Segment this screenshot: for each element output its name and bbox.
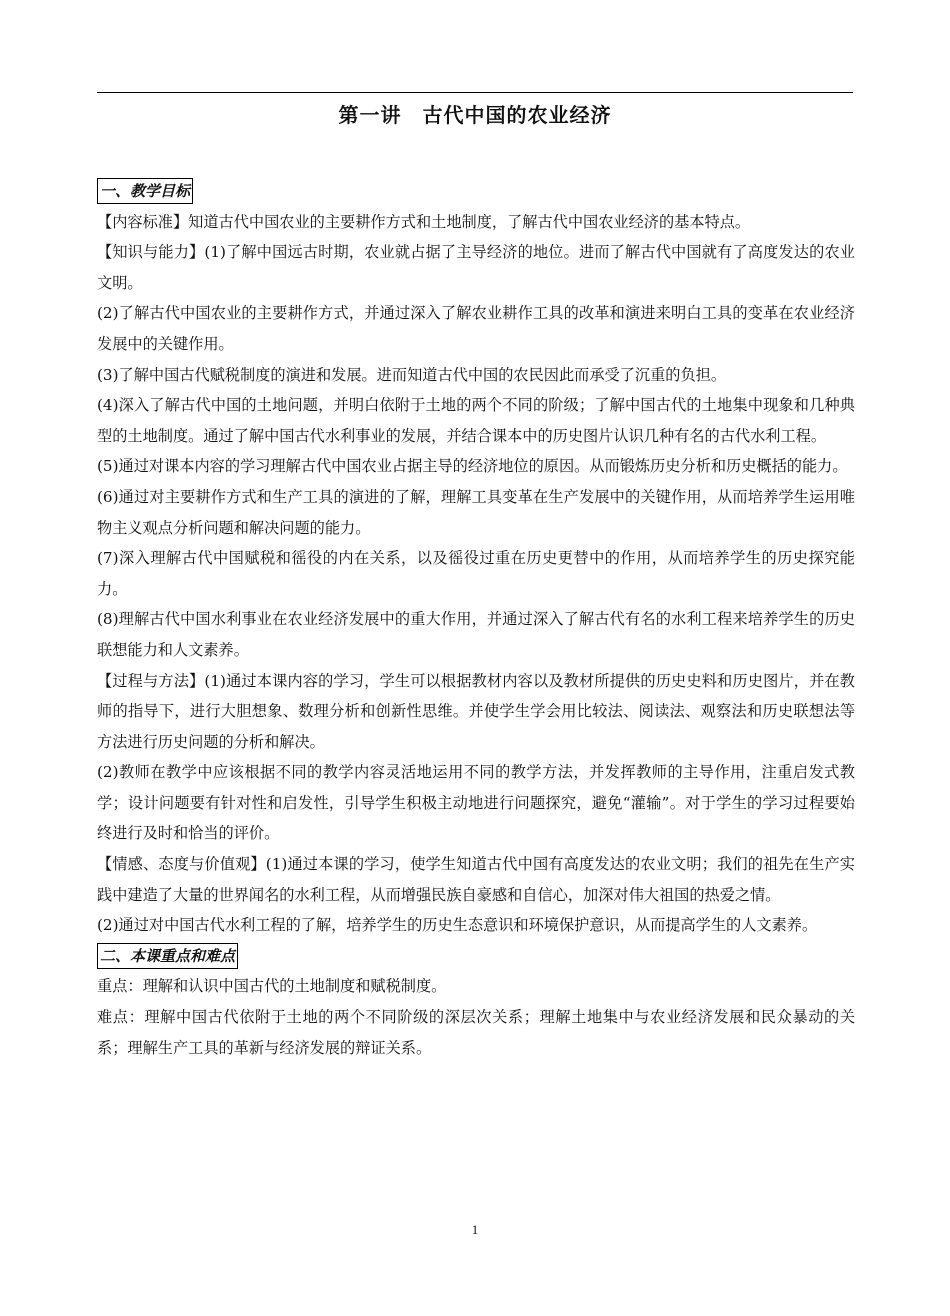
section-keypoints [97, 971, 855, 1063]
paragraph: 难点：理解中国古代依附于土地的两个不同阶级的深层次关系；理解土地集中与农业经济发展和民众暴动的关系；理解生产工具的革新与经济发展的辩证关系。 [97, 1008, 855, 1057]
paragraph: (6)通过对主要耕作方式和生产工具的演进的了解，理解工具变革在生产发展中的关键作用，从而培养学生运用唯物主义观点分析问题和解决问题的能力。 [97, 487, 855, 537]
paragraph: (2)通过对中国古代水利工程的了解，培养学生的历史生态意识和环境保护意识，从而提高学生的人文素养。 [97, 916, 818, 935]
paragraph: 重点：理解和认识中国古代的土地制度和赋税制度。 [97, 977, 447, 996]
paragraph: (2)了解古代中国农业的主要耕作方式，并通过深入了解农业耕作工具的改革和演进来明白工具的变革在农业经济发展中的关键作用。 [97, 304, 855, 353]
paragraph: (2)教师在教学中应该根据不同的教学内容灵活地运用不同的教学方法，并发挥教师的主导作用，注重启发式教学；设计问题要有针对性和启发性，引导学生积极主动地进行问题探究，避免“灌输”。对于学生的学习过程要始终进行及时和恰当的评价。 [97, 763, 855, 843]
section-heading-keypoints: 二、本课重点和难点 [97, 943, 238, 969]
paragraph: 【情感、态度与价值观】(1)通过本课的学习，使学生知道古代中国有高度发达的农业文明；我们的祖先在生产实践中建造了大量的世界闻名的水利工程，从而增强民族自豪感和自信心，加深对伟大祖国的热爱之情。 [97, 855, 855, 904]
section-heading-objectives: 一、教学目标 [97, 178, 193, 204]
page-title: 第一讲 古代中国的农业经济 [338, 103, 612, 127]
document-body [97, 176, 855, 1063]
section-objectives-heading-row [97, 176, 855, 207]
paragraph: (5)通过对课本内容的学习理解古代中国农业占据主导的经济地位的原因。从而锻炼历史分析和历史概括的能力。 [97, 457, 848, 476]
section-objectives [97, 207, 855, 941]
page-number: 1 [471, 1222, 479, 1237]
paragraph: 【内容标准】知道古代中国农业的主要耕作方式和土地制度，了解古代中国农业经济的基本特点。 [97, 212, 751, 231]
paragraph: (8)理解古代中国水利事业在农业经济发展中的重大作用，并通过深入了解古代有名的水利工程来培养学生的历史联想能力和人文素养。 [97, 610, 855, 659]
paragraph: 【知识与能力】(1)了解中国远古时期，农业就占据了主导经济的地位。进而了解古代中国就有了高度发达的农业文明。 [97, 243, 855, 292]
paragraph: (4)深入了解古代中国的土地问题，并明白依附于土地的两个不同的阶级；了解中国古代的土地集中现象和几种典型的土地制度。通过了解中国古代水利事业的发展，并结合课本中的历史图片认识几种有名的古代水利工程。 [97, 396, 855, 445]
header-rule [97, 92, 853, 93]
section-keypoints-heading-row [97, 941, 855, 972]
paragraph: (3)了解中国古代赋税制度的演进和发展。进而知道古代中国的农民因此而承受了沉重的负担。 [97, 365, 727, 384]
paragraph: 【过程与方法】(1)通过本课内容的学习，学生可以根据教材内容以及教材所提供的历史史料和历史图片，并在教师的指导下，进行大胆想象、数理分析和创新性思维。并使学生学会用比较法、阅读法、观察法和历史联想法等方法进行历史问题的分析和解决。 [97, 671, 855, 751]
paragraph: (7)深入理解古代中国赋税和徭役的内在关系，以及徭役过重在历史更替中的作用，从而培养学生的历史探究能力。 [97, 549, 855, 598]
